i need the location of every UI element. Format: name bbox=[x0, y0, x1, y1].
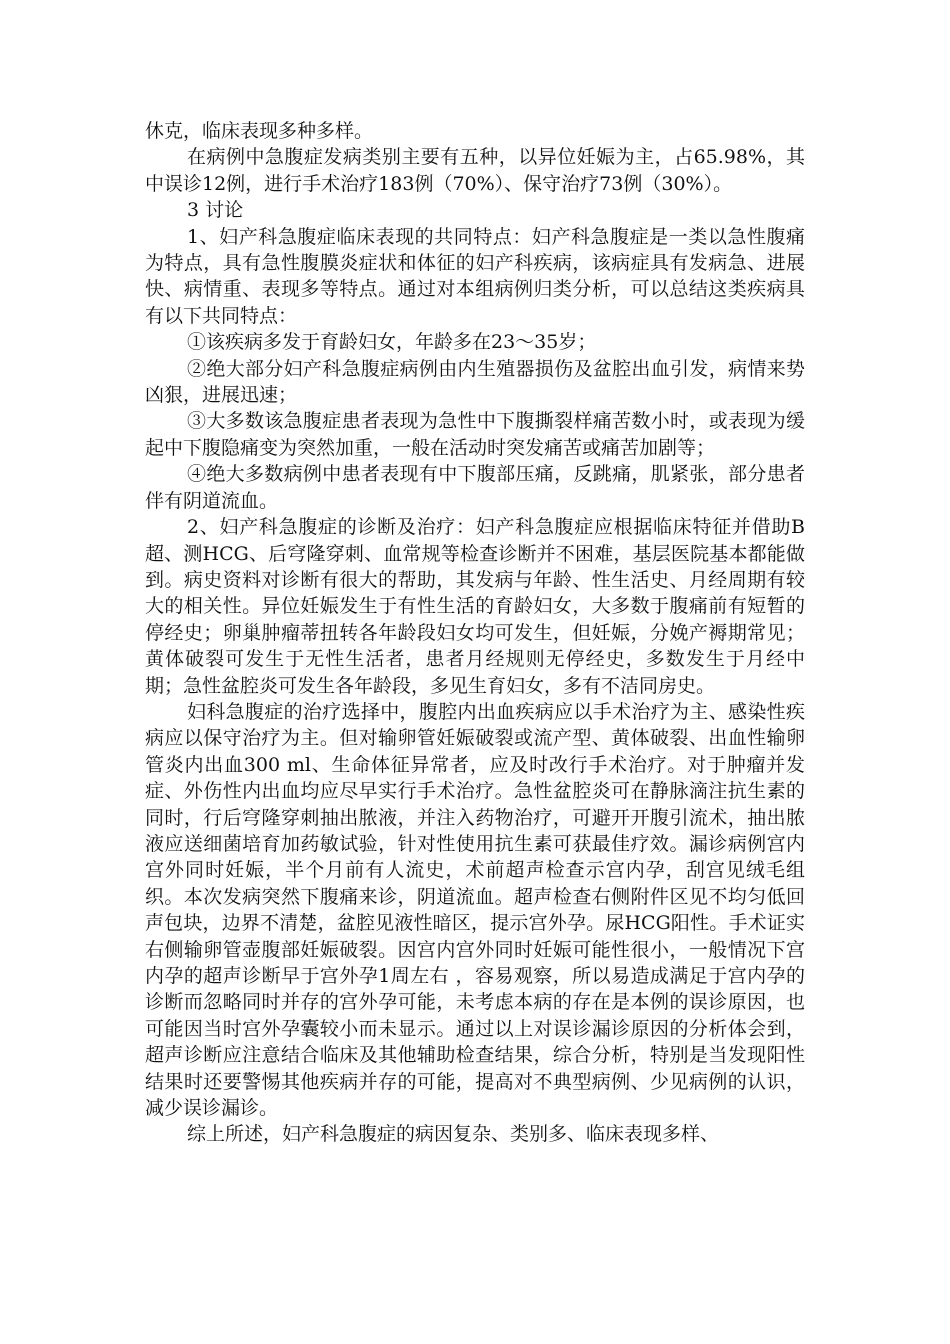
list-item-feature-4: ④绝大多数病例中患者表现有中下腹部压痛，反跳痛，肌紧张，部分患者伴有阴道流血。 bbox=[145, 463, 805, 512]
paragraph-diagnosis-treatment: 2、妇产科急腹症的诊断及治疗：妇产科急腹症应根据临床特征并借助B超、测HCG、后穹隆穿刺、血常规等检查诊断并不困难，基层医院基本都能做到。病史资料对诊断有很大的帮助，其发病与年龄、性生活史、月经周期有较大的相关性。异位妊娠发生于有性生活的育龄妇女，大多数于腹痛前有短暂的停经史；卵巢肿瘤蒂扭转各年龄段妇女均可发生，但妊娠，分娩产褥期常见；黄体破裂可发生于无性生活者，患者月经规则无停经史，多数发生于月经中期；急性盆腔炎可发生各年龄段，多见生育妇女，多有不洁同房史。 bbox=[145, 516, 805, 697]
paragraph-treatment-choice: 妇科急腹症的治疗选择中，腹腔内出血疾病应以手术治疗为主、感染性疾病应以保守治疗为主。但对输卵管妊娠破裂或流产型、黄体破裂、出血性输卵管炎内出血300 ml、生命体征异常者，应及时改行手术治疗。对于肿瘤并发症、外伤性内出血均应尽早实行手术治疗。急性盆腔炎可在静脉滴注抗生素的同时，行后穹隆穿刺抽出脓液，并注入药物治疗，可避开开腹引流术，抽出脓液应送细菌培育加药敏试验，针对性使用抗生素可获最佳疗效。漏诊病例宫内宫外同时妊娠，半个月前有人流史，术前超声检查示宫内孕，刮宫见绒毛组织。本次发病突然下腹痛来诊，阴道流血。超声检查右侧附件区见不均匀低回声包块，边界不清楚，盆腔见液性暗区，提示宫外孕。尿HCG阳性。手术证实右侧输卵管壶腹部妊娠破裂。因宫内宫外同时妊娠可能性很小，一般情况下宫内孕的超声诊断早于宫外孕1周左右 ，容易观察，所以易造成满足于宫内孕的诊断而忽略同时并存的宫外孕可能，未考虑本病的存在是本例的误诊原因，也可能因当时宫外孕囊较小而未显示。通过以上对误诊漏诊原因的分析体会到，超声诊断应注意结合临床及其他辅助检查结果，综合分析，特别是当发现阳性结果时还要警惕其他疾病并存的可能，提高对不典型病例、少见病例的认识，减少误诊漏诊。 bbox=[145, 700, 805, 1120]
paragraph-shock-ending: 休克，临床表现多种多样。 bbox=[145, 120, 374, 142]
list-item-feature-3: ③大多数该急腹症患者表现为急性中下腹撕裂样痛苦数小时，或表现为缓起中下腹隐痛变为突然加重，一般在活动时突发痛苦或痛苦加剧等； bbox=[145, 410, 805, 459]
paragraph-common-features: 1、妇产科急腹症临床表现的共同特点：妇产科急腹症是一类以急性腹痛为特点，具有急性腹膜炎症状和体征的妇产科疾病，该病症具有发病急、进展快、病情重、表现多等特点。通过对本组病例归类分析，可以总结这类疾病具有以下共同特点： bbox=[145, 225, 805, 327]
document-body bbox=[145, 118, 805, 1148]
list-item-feature-1: ①该疾病多发于育龄妇女，年龄多在23～35岁； bbox=[187, 331, 597, 354]
paragraph-statistics: 在病例中急腹症发病类别主要有五种，以异位妊娠为主，占65.98%，其中误诊12例，进行手术治疗183例（70%）、保守治疗73例（30%）。 bbox=[145, 146, 805, 195]
list-item-feature-2: ②绝大部分妇产科急腹症病例由内生殖器损伤及盆腔出血引发，病情来势凶狠，进展迅速； bbox=[145, 357, 805, 407]
paragraph-summary: 综上所述，妇产科急腹症的病因复杂、类别多、临床表现多样、 bbox=[187, 1123, 720, 1146]
section-heading-discussion: 3 讨论 bbox=[187, 199, 244, 222]
